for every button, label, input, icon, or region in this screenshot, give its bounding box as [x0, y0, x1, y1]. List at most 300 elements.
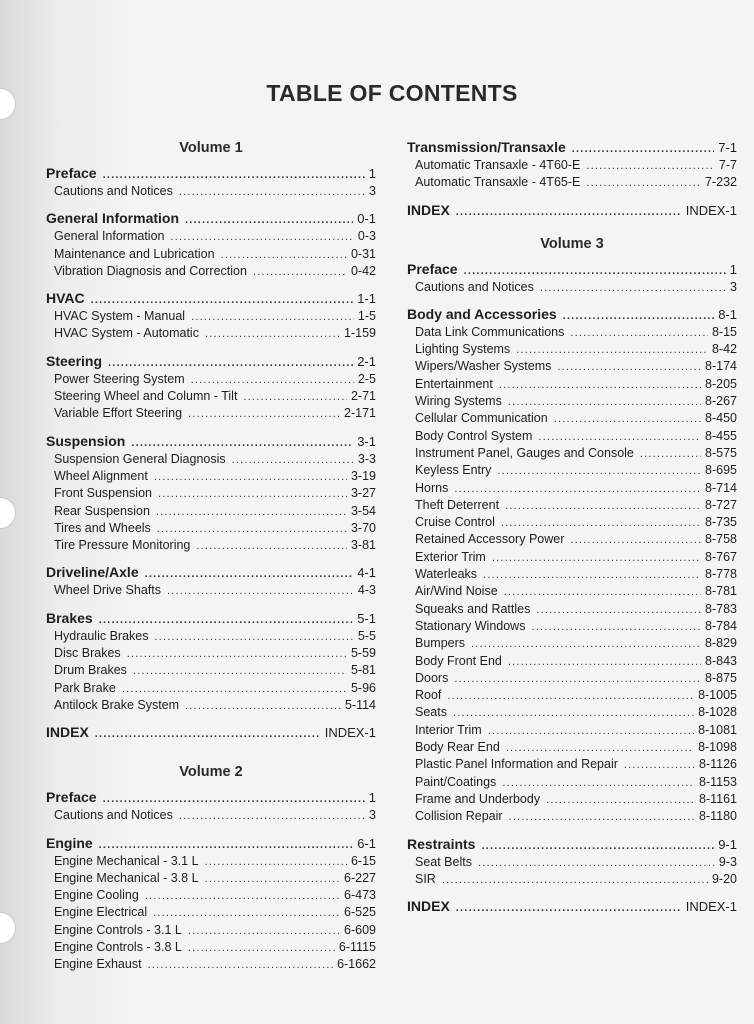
- page-number: 8-1: [718, 306, 737, 322]
- page-number: 8-1098: [698, 740, 737, 755]
- page-number: 5-81: [350, 663, 376, 678]
- toc-entry-body-rear-end: [407, 739, 737, 756]
- entry-label: Seats: [415, 705, 447, 720]
- page-number: 3: [369, 184, 376, 198]
- leader-dots: [442, 872, 708, 889]
- entry-label: Power Steering System: [54, 371, 185, 386]
- toc-entry-wiring-systems: [407, 393, 737, 410]
- toc-entry-drum-brakes: [46, 662, 376, 679]
- toc-entry-automatic-transaxle-4t60-e: [407, 157, 737, 174]
- toc-heading-index: [46, 723, 376, 742]
- page-number: 4-3: [357, 583, 376, 598]
- page-number: 8-784: [705, 618, 737, 633]
- leader-dots: [158, 486, 347, 503]
- leader-dots: [179, 184, 365, 201]
- page-number: 8-735: [705, 515, 737, 530]
- toc-section-preface: [46, 788, 376, 824]
- page-number: 0-3: [357, 229, 376, 244]
- leader-dots: [196, 538, 347, 555]
- entry-label: Doors: [415, 670, 449, 685]
- leader-dots: [502, 775, 695, 792]
- entry-label: Engine Controls - 3.1 L: [54, 922, 182, 937]
- page-number: 8-783: [705, 601, 737, 616]
- toc-entry-instrument-panel-gauges-and-console: [407, 445, 737, 462]
- page-number: 8-1005: [698, 688, 737, 703]
- page-number: 9-1: [718, 836, 737, 852]
- toc-entry-frame-and-underbody: [407, 791, 737, 808]
- toc-entry-engine-controls-3-8-l: [46, 939, 376, 956]
- leader-dots: [557, 359, 701, 376]
- leader-dots: [148, 957, 334, 974]
- toc-entry-hvac-system-automatic: [46, 325, 376, 342]
- page-number: INDEX-1: [685, 202, 737, 218]
- leader-dots: [572, 140, 714, 159]
- page-number: 5-96: [350, 680, 376, 695]
- toc-entry-automatic-transaxle-4t65-e: [407, 174, 737, 191]
- toc-entry-paint-coatings: [407, 774, 737, 791]
- entry-label: Instrument Panel, Gauges and Console: [415, 445, 634, 460]
- entry-label: Data Link Communications: [415, 324, 565, 339]
- toc-entry-disc-brakes: [46, 645, 376, 662]
- page-number: 8-1028: [698, 705, 737, 720]
- entry-label: Antilock Brake System: [54, 697, 180, 712]
- section-title: Engine: [46, 834, 93, 851]
- page-number: 3-19: [350, 468, 376, 483]
- page-number: 8-778: [705, 567, 737, 582]
- page-number: 7-1: [718, 140, 737, 155]
- page-number: 3: [730, 279, 737, 294]
- leader-dots: [185, 211, 353, 230]
- page-number: 8-455: [705, 428, 737, 443]
- leader-dots: [546, 792, 695, 809]
- leader-dots: [586, 175, 701, 192]
- page-number: 0-1: [357, 211, 376, 227]
- toc-entry-cautions-and-notices: [407, 279, 737, 296]
- volume-3-contents: [407, 260, 737, 917]
- entry-label: Wheel Drive Shafts: [54, 583, 161, 598]
- toc-entry-hydraulic-brakes: [46, 628, 376, 645]
- toc-entry-data-link-communications: [407, 324, 737, 341]
- toc-heading-engine: [46, 834, 376, 853]
- page-number: 5-5: [357, 628, 376, 643]
- toc-section-suspension: [46, 432, 376, 555]
- entry-label: Wipers/Washer Systems: [415, 359, 552, 374]
- page-number: 1: [368, 790, 376, 806]
- toc-heading-body-and-accessories: [407, 305, 737, 324]
- toc-entry-waterleaks: [407, 566, 737, 583]
- toc-entry-theft-deterrent: [407, 497, 737, 514]
- entry-label: Tire Pressure Monitoring: [54, 538, 191, 553]
- entry-label: Body Control System: [415, 428, 533, 443]
- toc-heading-steering: [46, 352, 376, 371]
- toc-entry-air-wind-noise: [407, 583, 737, 600]
- toc-entry-engine-exhaust: [46, 956, 376, 973]
- entry-label: Body Front End: [415, 653, 502, 668]
- page-number: 1-5: [357, 309, 376, 324]
- page-number: 8-267: [705, 394, 737, 409]
- leader-dots: [536, 602, 701, 619]
- page-number: 0-42: [350, 263, 376, 278]
- leader-dots: [153, 905, 340, 922]
- page-number: 6-473: [344, 888, 376, 903]
- leader-dots: [499, 377, 701, 394]
- toc-entry-engine-mechanical-3-8-l: [46, 870, 376, 887]
- toc-entry-bumpers: [407, 635, 737, 652]
- leader-dots: [221, 247, 347, 264]
- leader-dots: [167, 583, 354, 600]
- page-number: 6-15: [350, 853, 376, 868]
- leader-dots: [570, 532, 701, 549]
- leader-dots: [538, 429, 701, 446]
- page-number: 8-1126: [699, 757, 737, 772]
- leader-dots: [156, 504, 347, 521]
- toc-heading-driveline-axle: [46, 563, 376, 582]
- toc-entry-cellular-communication: [407, 410, 737, 427]
- volume-2-contents: [46, 788, 376, 973]
- entry-label: SIR: [415, 871, 436, 886]
- leader-dots: [454, 671, 701, 688]
- volume-1-contents: [46, 164, 376, 742]
- section-title: Preface: [407, 260, 458, 277]
- section-title: INDEX: [46, 724, 89, 741]
- leader-dots: [478, 855, 715, 872]
- section-title: Transmission/Transaxle: [407, 139, 566, 155]
- page-number: 6-609: [344, 922, 376, 937]
- leader-dots: [205, 854, 347, 871]
- toc-entry-engine-controls-3-1-l: [46, 922, 376, 939]
- page-number: 5-59: [350, 646, 376, 661]
- page-number: 6-1: [357, 835, 376, 851]
- page-number: 8-1153: [699, 774, 737, 789]
- leader-dots: [506, 740, 694, 757]
- entry-label: Maintenance and Lubrication: [54, 246, 215, 261]
- entry-label: General Information: [54, 229, 165, 244]
- entry-label: Exterior Trim: [415, 549, 486, 564]
- entry-label: Park Brake: [54, 680, 116, 695]
- section-title: Steering: [46, 352, 103, 369]
- page-number: 3-27: [350, 486, 376, 501]
- section-title: HVAC: [46, 290, 85, 307]
- leader-dots: [154, 629, 353, 646]
- page-number: 8-695: [705, 463, 737, 478]
- toc-heading-preface: [46, 788, 376, 807]
- toc-entry-tires-and-wheels: [46, 520, 376, 537]
- page-number: 0-31: [350, 246, 376, 261]
- page-number: 8-829: [705, 636, 737, 651]
- entry-label: Cautions and Notices: [54, 808, 173, 823]
- page-number: 8-727: [705, 497, 737, 512]
- entry-label: Lighting Systems: [415, 342, 511, 357]
- toc-entry-engine-mechanical-3-1-l: [46, 853, 376, 870]
- page-title: TABLE OF CONTENTS: [266, 80, 518, 106]
- toc-entry-keyless-entry: [407, 462, 737, 479]
- page-number: 2-1: [357, 353, 376, 369]
- leader-dots: [505, 498, 701, 515]
- page-number: 9-3: [718, 854, 737, 869]
- toc-entry-vibration-diagnosis-and-correction: [46, 263, 376, 280]
- leader-dots: [454, 481, 701, 498]
- leader-dots: [554, 411, 701, 428]
- toc-section-brakes: [46, 609, 376, 714]
- toc-entry-variable-effort-steering: [46, 405, 376, 422]
- toc-entry-cautions-and-notices: [46, 183, 376, 200]
- entry-label: Hydraulic Brakes: [54, 628, 149, 643]
- entry-label: Engine Mechanical - 3.1 L: [54, 853, 199, 868]
- page-number: 8-767: [705, 549, 737, 564]
- page-number: 6-525: [344, 905, 376, 920]
- page-number: 4-1: [357, 565, 376, 581]
- page-number: 2-71: [350, 389, 376, 404]
- toc-entry-exterior-trim: [407, 549, 737, 566]
- leader-dots: [185, 698, 341, 715]
- entry-label: Retained Accessory Power: [415, 532, 565, 547]
- toc-heading-suspension: [46, 432, 376, 451]
- toc-entry-engine-cooling: [46, 887, 376, 904]
- toc-entry-doors: [407, 670, 737, 687]
- entry-label: Steering Wheel and Column - Tilt: [54, 389, 238, 404]
- toc-entry-power-steering-system: [46, 371, 376, 388]
- toc-heading-preface: [46, 164, 376, 183]
- page-number: 7-232: [705, 175, 737, 190]
- toc-entry-sir: [407, 871, 737, 888]
- entry-label: Frame and Underbody: [415, 791, 541, 806]
- toc-heading-general-information: [46, 209, 376, 228]
- toc-entry-rear-suspension: [46, 503, 376, 520]
- leader-dots: [516, 342, 708, 359]
- toc-entry-tire-pressure-monitoring: [46, 537, 376, 554]
- page-number: 8-15: [711, 324, 737, 339]
- section-title: Suspension: [46, 432, 126, 449]
- toc-entry-suspension-general-diagnosis: [46, 451, 376, 468]
- toc-entry-park-brake: [46, 680, 376, 697]
- toc-heading-hvac: [46, 289, 376, 308]
- volume-2-heading: Volume 2: [179, 764, 243, 781]
- leader-dots: [188, 940, 335, 957]
- entry-label: HVAC System - Manual: [54, 309, 186, 324]
- entry-label: Front Suspension: [54, 486, 152, 501]
- leader-dots: [504, 584, 701, 601]
- toc-entry-body-control-system: [407, 428, 737, 445]
- entry-label: Drum Brakes: [54, 663, 127, 678]
- leader-dots: [145, 565, 354, 584]
- toc-heading-transmission-transaxle: [407, 138, 737, 157]
- entry-label: Horns: [415, 480, 449, 495]
- toc-entry-wheel-alignment: [46, 468, 376, 485]
- entry-label: Cruise Control: [415, 515, 495, 530]
- leader-dots: [501, 515, 701, 532]
- page-number: 6-227: [344, 870, 376, 885]
- page-number: 3-81: [350, 538, 376, 553]
- leader-dots: [570, 325, 708, 342]
- entry-label: Air/Wind Noise: [415, 584, 498, 599]
- toc-entry-seats: [407, 704, 737, 721]
- page-number: 1-159: [344, 326, 376, 341]
- page-number: 1: [729, 261, 737, 277]
- page-number: 3-54: [350, 503, 376, 518]
- leader-dots: [531, 619, 701, 636]
- leader-dots: [586, 158, 715, 175]
- toc-entry-cruise-control: [407, 514, 737, 531]
- entry-label: Disc Brakes: [54, 646, 121, 661]
- right-column: [407, 138, 737, 916]
- volume-3-heading: Volume 3: [540, 235, 604, 252]
- entry-label: Stationary Windows: [415, 618, 526, 633]
- leader-dots: [188, 406, 340, 423]
- page-number: 8-843: [705, 653, 737, 668]
- page-number: 2-5: [357, 371, 376, 386]
- section-title: Restraints: [407, 835, 476, 852]
- entry-label: Collision Repair: [415, 809, 503, 824]
- entry-label: Keyless Entry: [415, 463, 492, 478]
- leader-dots: [205, 326, 340, 343]
- entry-label: Automatic Transaxle - 4T65-E: [415, 175, 581, 190]
- toc-entry-wheel-drive-shafts: [46, 582, 376, 599]
- toc-section-preface: [46, 164, 376, 200]
- leader-dots: [456, 203, 682, 222]
- page-number: 8-575: [705, 445, 737, 460]
- entry-label: Engine Exhaust: [54, 957, 142, 972]
- leader-dots: [170, 229, 353, 246]
- toc-entry-entertainment: [407, 376, 737, 393]
- toc-entry-cautions-and-notices: [46, 807, 376, 824]
- page-number: 1-1: [357, 291, 376, 307]
- section-title: Body and Accessories: [407, 305, 557, 322]
- page-number: INDEX-1: [685, 899, 737, 915]
- toc-entry-horns: [407, 480, 737, 497]
- section-title: INDEX: [407, 898, 450, 915]
- entry-label: Squeaks and Rattles: [415, 601, 531, 616]
- entry-label: Cellular Communication: [415, 411, 548, 426]
- toc-entry-plastic-panel-information-and-repair: [407, 756, 737, 773]
- leader-dots: [95, 725, 321, 744]
- leader-dots: [456, 899, 682, 918]
- leader-dots: [471, 636, 701, 653]
- entry-label: Automatic Transaxle - 4T60-E: [415, 158, 581, 172]
- leader-dots: [232, 452, 354, 469]
- entry-label: Entertainment: [415, 376, 493, 391]
- leader-dots: [157, 521, 347, 538]
- entry-label: Variable Effort Steering: [54, 406, 183, 421]
- page-number: 3: [369, 808, 376, 823]
- leader-dots: [447, 688, 694, 705]
- toc-entry-general-information: [46, 228, 376, 245]
- leader-dots: [488, 723, 694, 740]
- section-title: INDEX: [407, 201, 450, 218]
- leader-dots: [492, 550, 701, 567]
- leader-dots: [640, 446, 701, 463]
- entry-label: Rear Suspension: [54, 503, 150, 518]
- toc-entry-stationary-windows: [407, 618, 737, 635]
- toc-entry-steering-wheel-and-column-tilt: [46, 388, 376, 405]
- toc-section-general-information: [46, 209, 376, 280]
- toc-heading-preface: [407, 260, 737, 279]
- leader-dots: [253, 264, 347, 281]
- toc-section-index: [407, 897, 737, 916]
- entry-label: Cautions and Notices: [415, 279, 534, 294]
- leader-dots: [497, 463, 701, 480]
- leader-dots: [483, 567, 701, 584]
- section-title: Preface: [46, 165, 97, 181]
- entry-label: Tires and Wheels: [54, 520, 151, 535]
- page-number: 8-1081: [698, 722, 737, 737]
- volume-1-heading: Volume 1: [179, 140, 243, 156]
- toc-section-index: [407, 201, 737, 220]
- entry-label: Bumpers: [415, 636, 466, 651]
- entry-label: Wheel Alignment: [54, 468, 148, 483]
- page-number: 8-1180: [699, 809, 737, 824]
- leader-dots: [540, 280, 726, 297]
- entry-label: Engine Electrical: [54, 905, 148, 920]
- toc-section-index: [46, 723, 376, 742]
- section-title: Brakes: [46, 609, 93, 626]
- page-number: 8-781: [705, 584, 737, 599]
- leader-dots: [205, 871, 340, 888]
- page-number: 3-3: [357, 451, 376, 466]
- page-number: 8-174: [705, 359, 737, 374]
- leader-dots: [145, 888, 340, 905]
- leader-dots: [563, 307, 715, 326]
- leader-dots: [179, 808, 365, 825]
- toc-section-transmission-transaxle: [407, 138, 737, 192]
- leader-dots: [509, 809, 695, 826]
- toc-entry-lighting-systems: [407, 341, 737, 358]
- toc-heading-brakes: [46, 609, 376, 628]
- toc-entry-collision-repair: [407, 808, 737, 825]
- toc-section-driveline-axle: [46, 563, 376, 599]
- page-number: 3-70: [350, 520, 376, 535]
- toc-entry-roof: [407, 687, 737, 704]
- leader-dots: [122, 681, 347, 698]
- entry-label: Vibration Diagnosis and Correction: [54, 263, 247, 278]
- toc-heading-index: [407, 201, 737, 220]
- page-number: 8-1161: [699, 791, 737, 806]
- section-title: Driveline/Axle: [46, 564, 139, 581]
- entry-label: Waterleaks: [415, 567, 478, 582]
- leader-dots: [508, 654, 701, 671]
- page-number: 3-1: [357, 433, 376, 449]
- toc-entry-antilock-brake-system: [46, 697, 376, 714]
- toc-section-body-and-accessories: [407, 305, 737, 826]
- leader-dots: [624, 757, 695, 774]
- page-number: 2-171: [344, 406, 376, 421]
- entry-label: Wiring Systems: [415, 394, 502, 409]
- page-number: 8-714: [705, 480, 737, 495]
- page-number: 8-205: [705, 376, 737, 391]
- toc-section-engine: [46, 834, 376, 974]
- toc-entry-retained-accessory-power: [407, 531, 737, 548]
- entry-label: Engine Mechanical - 3.8 L: [54, 870, 199, 885]
- toc-entry-body-front-end: [407, 653, 737, 670]
- leader-dots: [133, 663, 347, 680]
- page-number: INDEX-1: [324, 725, 376, 741]
- toc-section-preface: [407, 260, 737, 296]
- toc-entry-wipers-washer-systems: [407, 358, 737, 375]
- page-number: 8-758: [705, 532, 737, 547]
- leader-dots: [481, 837, 714, 856]
- page-number: 8-42: [711, 342, 737, 357]
- page-number: 6-1662: [337, 957, 376, 972]
- leader-dots: [191, 309, 354, 326]
- page-number: 5-114: [344, 697, 376, 712]
- page-number: 8-875: [705, 670, 737, 685]
- toc-entry-front-suspension: [46, 485, 376, 502]
- page-number: 1: [368, 166, 376, 181]
- leader-dots: [154, 469, 347, 486]
- leader-dots: [191, 372, 354, 389]
- page-number: 8-450: [705, 411, 737, 426]
- toc-entry-interior-trim: [407, 722, 737, 739]
- entry-label: Paint/Coatings: [415, 774, 497, 789]
